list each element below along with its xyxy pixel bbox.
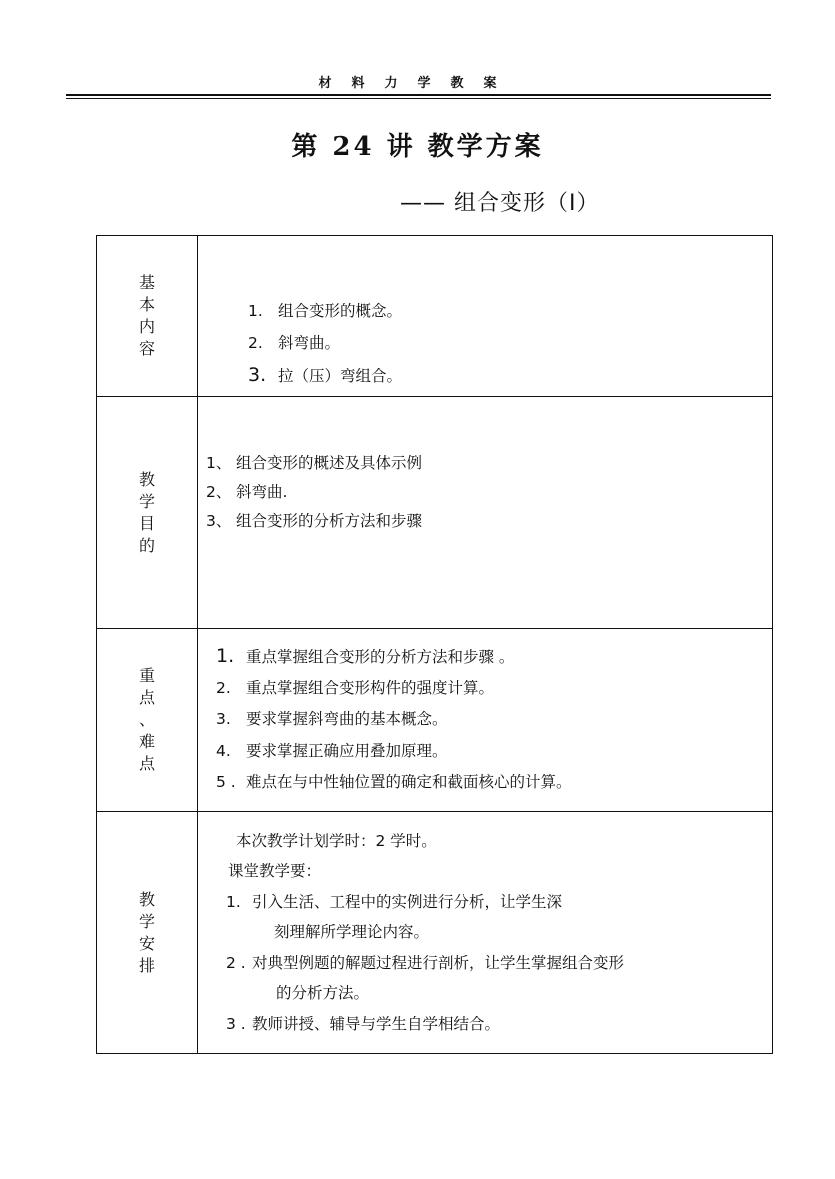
label-char: 教 (138, 469, 155, 489)
list-item (216, 673, 772, 705)
row-label-teaching-goals (97, 397, 198, 629)
item-text: 要求掌握斜弯曲的基本概念。 (246, 710, 448, 729)
label-char: 基 (138, 273, 155, 292)
arrangement-intro: 课堂教学要： (228, 862, 322, 881)
item-number: 1. (248, 302, 263, 320)
label-char: 容 (138, 339, 155, 358)
item-number: 1、 (206, 454, 232, 472)
row-content-teaching-goals (198, 397, 773, 629)
label-char: 点 (138, 688, 155, 707)
page-subtitle: —— 组合变形（Ⅰ） (400, 191, 600, 216)
item-number: 5 . (216, 773, 236, 792)
label-char: 排 (138, 955, 155, 975)
item-text: 组合变形的概述及具体示例 (236, 454, 423, 472)
row-label-key-points (97, 629, 198, 812)
item-text: 组合变形的分析方法和步骤 (236, 512, 423, 530)
label-char: 的 (138, 535, 155, 555)
item-number: 3、 (206, 512, 232, 530)
list-item (216, 704, 772, 736)
table-row-key-points (97, 629, 773, 812)
row-label-basic-content (97, 236, 198, 397)
label-char: 学 (138, 491, 155, 511)
item-number: 4. (216, 741, 231, 760)
row-content-basic-content (198, 236, 773, 397)
item-text: 难点在与中性轴位置的确定和截面核心的计算。 (246, 773, 572, 792)
item-text: 斜弯曲. (236, 483, 288, 501)
list-item (206, 449, 772, 478)
content-list (198, 429, 772, 596)
page-title: 第 24 讲 教学方案 (291, 132, 544, 162)
label-char: 难 (138, 732, 155, 751)
item-text: 拉（压）弯组合。 (278, 367, 403, 385)
table-row-teaching-arrangement (97, 812, 773, 1054)
label-char: 内 (138, 317, 155, 336)
header-rule-thin (66, 98, 771, 99)
content-list (198, 641, 772, 799)
item-text: 斜弯曲。 (278, 334, 341, 352)
running-header: 材料力学教案 (318, 76, 517, 91)
item-number: 2 . (226, 953, 246, 972)
label-char: 本 (138, 295, 155, 314)
row-content-key-points (198, 629, 773, 812)
label-char: 教 (138, 889, 155, 909)
item-text: 教师讲授、辅导与学生自学相结合。 (252, 1014, 501, 1033)
label-char: 点 (138, 754, 155, 773)
label-char: 目 (138, 513, 155, 533)
item-text: 引入生活、工程中的实例进行分析，让学生深 (252, 892, 563, 911)
list-item (248, 295, 772, 327)
item-text: 对典型例题的解题过程进行剖析，让学生掌握组合变形 (252, 953, 625, 972)
item-number: 1. (226, 892, 241, 911)
list-item (216, 767, 772, 799)
row-content-teaching-arrangement (198, 812, 773, 1054)
item-continuation: 刻理解所学理论内容。 (274, 923, 430, 942)
item-number: 2、 (206, 483, 232, 501)
item-number: 2. (248, 334, 263, 352)
item-continuation: 的分析方法。 (276, 984, 370, 1003)
label-char: 学 (138, 911, 155, 931)
list-item (226, 948, 772, 979)
header-rule-thick (66, 94, 771, 96)
table-row-basic-content (97, 236, 773, 397)
row-label-teaching-arrangement (97, 812, 198, 1054)
table-row-teaching-goals (97, 397, 773, 629)
list-item (226, 887, 772, 918)
item-number: 3. (248, 364, 267, 386)
item-number: 2. (216, 678, 231, 697)
lesson-plan-table (96, 235, 773, 1054)
arrangement-block (198, 826, 772, 1040)
item-number: 3 . (226, 1014, 246, 1033)
list-item (226, 1009, 772, 1040)
list-item (206, 507, 772, 536)
arrangement-hours: 本次教学计划学时：2 学时。 (236, 831, 437, 850)
item-number: 1. (216, 645, 235, 668)
item-number: 3. (216, 710, 231, 729)
label-char: 重 (138, 666, 155, 685)
item-text: 重点掌握组合变形的分析方法和步骤 。 (246, 648, 515, 667)
list-item (248, 327, 772, 359)
label-char: 、 (138, 710, 155, 729)
content-list (198, 241, 772, 391)
item-text: 重点掌握组合变形构件的强度计算。 (246, 678, 495, 697)
item-text: 组合变形的概念。 (278, 302, 403, 320)
list-item (216, 641, 772, 673)
label-char: 安 (138, 933, 155, 953)
list-item (248, 359, 772, 391)
list-item (206, 478, 772, 507)
list-item (216, 736, 772, 768)
item-text: 要求掌握正确应用叠加原理。 (246, 741, 448, 760)
